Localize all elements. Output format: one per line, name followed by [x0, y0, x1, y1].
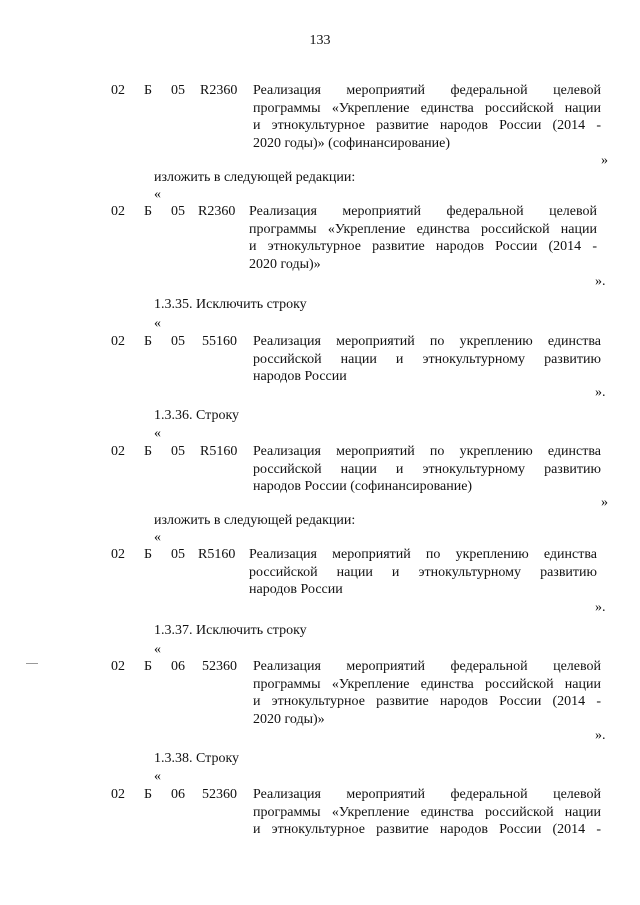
open-quote: «: [154, 530, 161, 545]
table-row: [0, 333, 640, 384]
code-subprogram: 05: [171, 83, 185, 98]
open-quote: «: [154, 187, 161, 202]
table-row: [0, 786, 640, 837]
close-quote-dot: ».: [595, 728, 606, 743]
code-section: 02: [111, 444, 125, 459]
code-section: 02: [111, 659, 125, 674]
close-quote: »: [601, 495, 608, 510]
code-subsection: Б: [144, 659, 153, 674]
code-subprogram: 05: [171, 204, 185, 219]
code-direction: 55160: [202, 334, 237, 349]
close-quote-dot: ».: [595, 274, 606, 289]
code-subsection: Б: [144, 547, 153, 562]
code-subprogram: 06: [171, 659, 185, 674]
item-1-3-35: 1.3.35. Исключить строку: [154, 297, 307, 312]
page-number: 133: [309, 33, 331, 48]
code-section: 02: [111, 787, 125, 802]
edit-instruction: изложить в следующей редакции:: [154, 170, 356, 185]
code-direction: R5160: [200, 444, 238, 459]
code-direction: 52360: [202, 787, 237, 802]
code-subprogram: 06: [171, 787, 185, 802]
close-quote: »: [601, 153, 608, 168]
code-section: 02: [111, 83, 125, 98]
row-description: Реализация мероприятий федеральной целевой программы «Укрепление единства российской нации и этнокультурное развитие народов России (2014 -: [253, 787, 601, 837]
code-section: 02: [111, 547, 125, 562]
code-direction: R2360: [200, 83, 238, 98]
open-quote: «: [154, 316, 161, 331]
code-subprogram: 05: [171, 547, 185, 562]
code-subprogram: 05: [171, 334, 185, 349]
table-row: [0, 82, 640, 151]
code-section: 02: [111, 334, 125, 349]
code-direction: R5160: [198, 547, 236, 562]
row-description: Реализация мероприятий федеральной целевой программы «Укрепление единства российской нации и этнокультурное развитие народов России (2014 - 2020 годы)»: [253, 659, 601, 727]
row-description: Реализация мероприятий по укреплению единства российской нации и этнокультурному развитию народов России (софинансирование): [253, 444, 601, 494]
code-direction: R2360: [198, 204, 236, 219]
code-subprogram: 05: [171, 444, 185, 459]
table-row: [0, 203, 640, 272]
edit-instruction: изложить в следующей редакции:: [154, 513, 356, 528]
code-direction: 52360: [202, 659, 237, 674]
margin-mark: [26, 663, 38, 664]
table-row: [0, 546, 640, 597]
code-section: 02: [111, 204, 125, 219]
table-row: [0, 443, 640, 494]
code-subsection: Б: [144, 83, 153, 98]
open-quote: «: [154, 769, 161, 784]
row-description: Реализация мероприятий федеральной целевой программы «Укрепление единства российской нации и этнокультурное развитие народов России (2014 - 2020 годы)»: [249, 204, 597, 272]
code-subsection: Б: [144, 444, 153, 459]
item-1-3-38: 1.3.38. Строку: [154, 751, 240, 766]
open-quote: «: [154, 426, 161, 441]
code-subsection: Б: [144, 204, 153, 219]
row-description: Реализация мероприятий по укреплению единства российской нации и этнокультурному развитию народов России: [249, 547, 597, 597]
item-1-3-36: 1.3.36. Строку: [154, 408, 240, 423]
row-description: Реализация мероприятий по укреплению единства российской нации и этнокультурному развитию народов России: [253, 334, 601, 384]
code-subsection: Б: [144, 787, 153, 802]
row-description: Реализация мероприятий федеральной целевой программы «Укрепление единства российской нации и этнокультурное развитие народов России (2014 - 2020 годы)» (софинансирование): [253, 83, 601, 151]
close-quote-dot: ».: [595, 385, 606, 400]
code-subsection: Б: [144, 334, 153, 349]
close-quote-dot: ».: [595, 600, 606, 615]
item-1-3-37: 1.3.37. Исключить строку: [154, 623, 307, 638]
open-quote: «: [154, 642, 161, 657]
table-row: [0, 658, 640, 727]
